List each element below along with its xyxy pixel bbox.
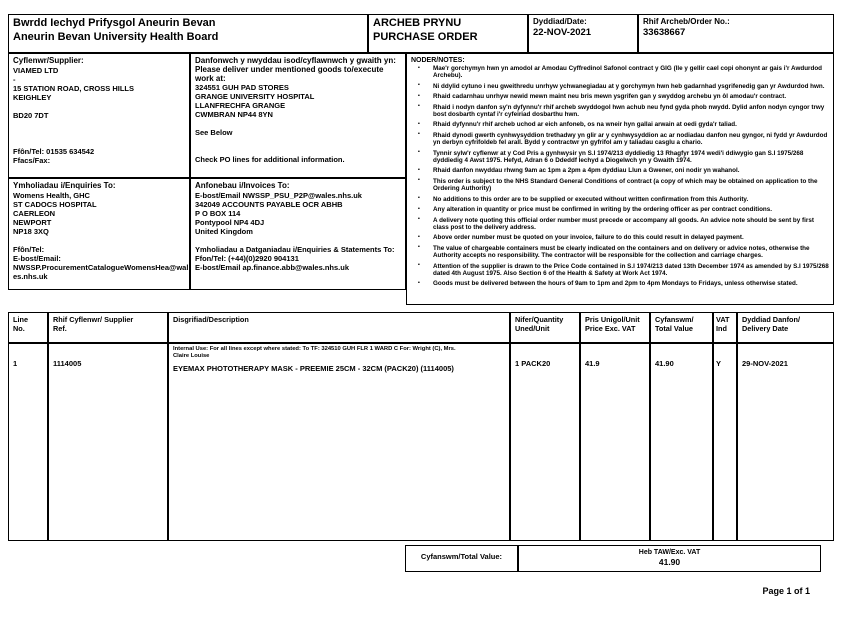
order-date-label: Dyddiad/Date:: [533, 17, 587, 26]
note-item: ▪ Rhaid dyfynnu'r rhif archeb uchod ar eich anfoneb, os na wneir hyn gallai arwain at oedi gyda'r taliad.: [411, 121, 829, 128]
order-number-box: [638, 14, 834, 53]
org-header-box: [8, 14, 368, 53]
document-title-english: PURCHASE ORDER: [373, 30, 478, 43]
col-header-text: Uned/Unit: [515, 324, 550, 333]
enquiries-line: NP18 3XQ: [13, 226, 49, 236]
supplier-address-line: [13, 102, 185, 111]
totals-vat-note: Heb TAW/Exc. VAT: [638, 549, 701, 556]
unit-price-value: 41.9: [585, 359, 600, 368]
totals-label: Cyfanswm/Total Value:: [420, 552, 503, 561]
org-name-english: Aneurin Bevan University Health Board: [13, 30, 219, 43]
deliver-to-line: Check PO lines for additional information.: [195, 155, 345, 164]
invoices-line: P O BOX 114: [195, 208, 241, 218]
col-header-text: Delivery Date: [742, 324, 789, 333]
supplier-ref-value: 1114005: [53, 359, 82, 368]
document-title-box: [368, 14, 528, 53]
deliver-to-line: CWMBRAN NP44 8YN: [195, 110, 273, 119]
enquiries-box: [8, 178, 190, 290]
order-date-value: 22-NOV-2021: [533, 26, 592, 38]
invoices-line: E-bost/Email ap.finance.abb@wales.nhs.uk: [195, 262, 350, 272]
page-number: Page 1 of 1: [762, 586, 810, 596]
col-header-text: Pris Unigol/Unit: [585, 315, 640, 324]
invoices-line: 342049 ACCOUNTS PAYABLE OCR ABHB: [195, 199, 343, 209]
line-no-value: 1: [13, 359, 18, 368]
notes-box: [406, 53, 834, 305]
enquiries-line: ST CADOCS HOSPITAL: [13, 199, 97, 209]
note-item: ▪ This order is subject to the NHS Standard General Conditions of contract (a copy of which may be obtained on application to the Ordering Authority): [411, 178, 829, 193]
col-header-text: Cyfanswm/: [655, 315, 694, 324]
note-item: ▪ No additions to this order are to be supplied or executed without written confirmation from this Authority.: [411, 196, 829, 203]
invoices-line: Ymholiadau a Datganiadau i/Enquiries & Statements To:: [195, 244, 395, 254]
invoices-line: Ffon/Tel: (+44)(0)2920 904131: [195, 253, 299, 263]
note-item: ▪ Above order number must be quoted on your invoice, failure to do this could result in delayed payment.: [411, 234, 829, 241]
deliver-to-line: [195, 119, 401, 128]
col-header-line-no: [8, 312, 48, 343]
cell-quantity: [510, 343, 580, 541]
col-header-supplier-ref: [48, 312, 168, 343]
note-item: ▪ Rhaid dynodi gwerth cynhwysyddion trethadwy yn glir ar y cynhwysyddion ac ar nodiadau danfon neu gyngor, ni fydd yr Awdurdod yn derbyn cyfrifoldeb fel arall. Bydd y contractwr yn gyfrifol am y taliadau casglu a chario.: [411, 132, 829, 147]
invoices-line: United Kingdom: [195, 226, 253, 236]
note-item: ▪ Rhaid danfon nwyddau rhwng 9am ac 1pm a 2pm a 4pm dyddiau Llun a Gwener, oni nodir yn wahanol.: [411, 167, 829, 174]
enquiries-line: E-bost/Email:: [13, 253, 61, 263]
invoices-address: [195, 191, 401, 272]
notes-list: [411, 65, 829, 288]
supplier-address-line: VIAMED LTD: [13, 65, 59, 75]
note-item: ▪ A delivery note quoting this official order number must precede or accompany all goods. An advice note should be sent by first class post to the delivery address.: [411, 217, 829, 232]
supplier-address-line: [13, 120, 185, 129]
internal-use-note: Internal Use: For all lines except where stated: To TF: 324510 GUH FLR 1 WARD C For: Wright (C), Mrs.: [173, 346, 456, 352]
order-number-label: Rhif Archeb/Order No.:: [643, 17, 730, 26]
item-description: EYEMAX PHOTOTHERAPY MASK - PREEMIE 25CM - 32CM (PACK20) (1114005): [173, 364, 454, 373]
cell-delivery-date: [737, 343, 834, 541]
supplier-box: [8, 53, 190, 178]
col-header-unit-price: [580, 312, 650, 343]
deliver-to-line: 324551 GUH PAD STORES: [195, 83, 289, 92]
enquiries-line: NWSSP.ProcurementCatalogueWomensHea@wal: [13, 262, 189, 272]
note-item: ▪ Rhaid i nodyn danfon sy'n dyfynnu'r rhif archeb swyddogol hwn achub neu fynd gyda phob nwydd. Dylid anfon nodyn cyngor trwy bost dosbarth cyntaf i'r cyfeiriad dosbarthu hwn.: [411, 104, 829, 119]
totals-value-box: [518, 545, 821, 572]
invoices-line: Pontypool NP4 4DJ: [195, 217, 265, 227]
note-item: ▪ Mae'r gorchymyn hwn yn amodol ar Amodau Cyffredinol Safonol contract y GIG (lle y gellir cael copi ohonynt ar gais i'r Awdurdod Archebu).: [411, 65, 829, 80]
cell-line-no: [8, 343, 48, 541]
note-item: ▪ Attention of the supplier is drawn to the Price Code contained in S.I 1974/213 dated 13th December 1974 as amended by S.I 1975/268 dated 4th August 1975. Also Section 6 of the Health & Safety at Work Act 1974.: [411, 263, 829, 278]
enquiries-line: CAERLEON: [13, 208, 56, 218]
deliver-to-line: LLANFRECHFA GRANGE: [195, 101, 286, 110]
deliver-to-line: [195, 137, 401, 146]
enquiries-line: [13, 236, 185, 245]
deliver-to-line: GRANGE UNIVERSITY HOSPITAL: [195, 92, 315, 101]
deliver-to-address: [195, 83, 401, 164]
order-number-value: 33638667: [643, 26, 686, 38]
col-header-text: Line: [13, 315, 28, 324]
enquiries-line: Ffôn/Tel:: [13, 244, 45, 254]
supplier-address-line: Ffacs/Fax:: [13, 155, 51, 165]
order-date-box: [528, 14, 638, 53]
supplier-address-line: [13, 129, 185, 138]
supplier-address: [13, 66, 185, 165]
col-header-text: Total Value: [655, 324, 693, 333]
supplier-label: Cyflenwr/Supplier:: [13, 56, 84, 65]
note-item: ▪ Any alteration in quantity or price must be confirmed in writing by the ordering officer as per contract conditions.: [411, 206, 829, 213]
supplier-address-line: 15 STATION ROAD, CROSS HILLS: [13, 83, 134, 93]
org-name-welsh: Bwrdd Iechyd Prifysgol Aneurin Bevan: [13, 17, 216, 29]
total-value: 41.90: [655, 359, 674, 368]
invoices-label: Anfonebau i/Invoices To:: [195, 181, 290, 190]
cell-total-value: [650, 343, 713, 541]
totals-amount: 41.90: [658, 557, 681, 567]
supplier-address-line: BD20 7DT: [13, 110, 49, 120]
enquiries-label: Ymholiadau i/Enquiries To:: [13, 181, 116, 190]
enquiries-line: NEWPORT: [13, 217, 52, 227]
note-item: ▪ Goods must be delivered between the hours of 9am to 1pm and 2pm to 4pm Mondays to Fridays, unless otherwise stated.: [411, 280, 829, 287]
col-header-delivery-date: [737, 312, 834, 343]
enquiries-line: Womens Health, GHC: [13, 190, 90, 200]
col-header-text: Ref.: [53, 324, 67, 333]
col-header-text: Dyddiad Danfon/: [742, 315, 800, 324]
col-header-text: Rhif Cyflenwr/ Supplier: [53, 315, 134, 324]
invoices-line: E-bost/Email NWSSP_PSU_P2P@wales.nhs.uk: [195, 190, 362, 200]
col-header-text: Nifer/Quantity: [515, 315, 564, 324]
totals-label-box: [405, 545, 518, 572]
col-header-description: [168, 312, 510, 343]
delivery-date-value: 29-NOV-2021: [742, 359, 788, 368]
invoices-box: [190, 178, 406, 290]
internal-use-note: Claire Louise: [173, 353, 210, 359]
document-title-welsh: ARCHEB PRYNU: [373, 17, 462, 29]
col-header-text: VAT: [716, 315, 730, 324]
deliver-to-label: Danfonwch y nwyddau isod/cyflawnwch y gwaith yn: Please deliver under mentioned goods to/execute work at:: [195, 56, 396, 83]
col-header-text: Price Exc. VAT: [585, 324, 636, 333]
col-header-vat: [713, 312, 737, 343]
col-header-text: No.: [13, 324, 25, 333]
supplier-address-line: [13, 138, 185, 147]
supplier-address-line: KEIGHLEY: [13, 92, 52, 102]
notes-label: NODER/NOTES:: [411, 57, 465, 64]
invoices-line: [195, 236, 401, 245]
cell-supplier-ref: [48, 343, 168, 541]
enquiries-address: [13, 190, 189, 281]
cell-unit-price: [580, 343, 650, 541]
note-item: ▪ Rhaid cadarnhau unrhyw newid mewn maint neu bris mewn ysgrifen gan y swyddog archebu yn ôl amodau'r contract.: [411, 93, 829, 100]
enquiries-line: es.nhs.uk: [13, 271, 48, 281]
col-header-text: Disgrifiad/Description: [173, 315, 249, 324]
deliver-to-line: See Below: [195, 128, 233, 137]
col-header-quantity: [510, 312, 580, 343]
cell-vat-ind: [713, 343, 737, 541]
deliver-to-box: [190, 53, 406, 178]
note-item: ▪ Tynnir sylw'r cyflenwr at y Cod Pris a gynhwysir yn S.I 1974/213 dyddiedig 13 Rhagfyr 1974 wedi'i ddiwygio gan S.I 1975/268 dyddiedig 4 Awst 1975. Hefyd, Adran 6 o Ddeddf Iechyd a Diogelwch yn y Gwaith 1974.: [411, 150, 829, 165]
cell-description: [168, 343, 510, 541]
quantity-value: 1 PACK20: [515, 359, 551, 368]
deliver-to-line: [195, 146, 401, 155]
note-item: ▪ Ni ddylid cytuno i neu gweithredu unrhyw ychwanegiadau at y gorchymyn hwn heb gadarnhad ysgrifenedig gan yr Awdurdod hwn.: [411, 83, 829, 90]
note-item: ▪ The value of chargeable containers must be clearly indicated on the containers and on delivery or advice notes, otherwise the Authority accepts no responsibility. The contractor will be responsible for the collection and carriage charges.: [411, 245, 829, 260]
col-header-total-value: [650, 312, 713, 343]
col-header-text: Ind: [716, 324, 727, 333]
vat-ind-value: Y: [716, 359, 722, 368]
supplier-address-line: -: [13, 74, 16, 84]
supplier-address-line: Ffôn/Tel: 01535 634542: [13, 146, 95, 156]
